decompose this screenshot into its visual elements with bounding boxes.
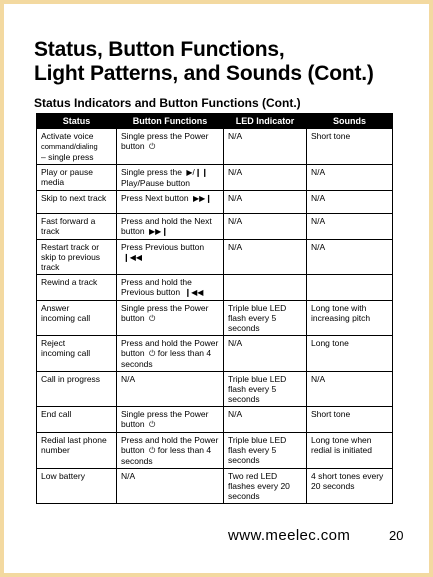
- cell-status: Reject incoming call: [37, 336, 117, 372]
- cell-buttons: Press and hold the Next button ▶▶❙: [117, 214, 224, 240]
- previous-track-icon: ❙◀◀: [184, 288, 204, 297]
- next-track-icon: ▶▶❙: [149, 227, 169, 236]
- cell-status: Fast forward a track: [37, 214, 117, 240]
- play-pause-icon: ▶/❙❙: [186, 168, 209, 177]
- cell-buttons: Press Next button ▶▶❙: [117, 191, 224, 214]
- cell-status: Rewind a track: [37, 275, 117, 301]
- cell-sounds: N/A: [307, 191, 393, 214]
- cell-led: N/A: [224, 129, 307, 165]
- cell-buttons: Single press the ▶/❙❙ Play/Pause button: [117, 165, 224, 191]
- cell-led: Triple blue LED flash every 5 seconds: [224, 301, 307, 336]
- table-row: [37, 469, 393, 504]
- cell-sounds: Short tone: [307, 407, 393, 433]
- cell-sounds: 4 short tones every 20 seconds: [307, 469, 393, 504]
- cell-buttons: Press and hold the Previous button ❙◀◀: [117, 275, 224, 301]
- cell-sounds: Long tone when redial is initiated: [307, 433, 393, 469]
- cell-buttons: Single press the Power button ⏻: [117, 129, 224, 165]
- cell-status: Low battery: [37, 469, 117, 504]
- table-row: [37, 165, 393, 191]
- cell-status: Redial last phone number: [37, 433, 117, 469]
- cell-led: N/A: [224, 407, 307, 433]
- cell-buttons: Single press the Power button ⏻: [117, 301, 224, 336]
- table-row: [37, 214, 393, 240]
- cell-status: End call: [37, 407, 117, 433]
- status-table: [36, 113, 393, 504]
- cell-sounds: N/A: [307, 372, 393, 407]
- cell-led: N/A: [224, 191, 307, 214]
- table-row: [37, 301, 393, 336]
- cell-led: N/A: [224, 240, 307, 275]
- next-track-icon: ▶▶❙: [192, 194, 212, 203]
- cell-led: N/A: [224, 214, 307, 240]
- cell-sounds: N/A: [307, 165, 393, 191]
- power-icon: ⏻: [149, 349, 156, 358]
- table-row: [37, 407, 393, 433]
- table-row: [37, 129, 393, 165]
- table-row: [37, 191, 393, 214]
- table-row: [37, 336, 393, 372]
- cell-sounds: Short tone: [307, 129, 393, 165]
- header-sounds: Sounds: [307, 114, 393, 129]
- cell-buttons: Single press the Power button ⏻: [117, 407, 224, 433]
- footer-website: www.meelec.com: [228, 527, 351, 544]
- previous-track-icon: ❙◀◀: [123, 253, 143, 262]
- cell-sounds: N/A: [307, 240, 393, 275]
- cell-status: Answer incoming call: [37, 301, 117, 336]
- power-icon: ⏻: [149, 420, 156, 429]
- header-button-functions: Button Functions: [117, 114, 224, 129]
- cell-status: Skip to next track: [37, 191, 117, 214]
- cell-sounds: [307, 275, 393, 301]
- cell-sounds: Long tone: [307, 336, 393, 372]
- cell-led: N/A: [224, 165, 307, 191]
- page-number: 20: [389, 528, 404, 543]
- power-icon: ⏻: [149, 446, 156, 455]
- cell-status: Activate voice command/dialing – single press: [37, 129, 117, 165]
- cell-buttons: Press and hold the Power button ⏻ for less than 4 seconds: [117, 336, 224, 372]
- cell-status: Restart track or skip to previous track: [37, 240, 117, 275]
- cell-status: Call in progress: [37, 372, 117, 407]
- page-title: [34, 38, 424, 86]
- cell-buttons: N/A: [117, 469, 224, 504]
- cell-buttons: Press and hold the Power button ⏻ for less than 4 seconds: [117, 433, 224, 469]
- cell-status: Play or pause media: [37, 165, 117, 191]
- power-icon: ⏻: [149, 314, 156, 323]
- cell-led: N/A: [224, 336, 307, 372]
- cell-buttons: Press Previous button ❙◀◀: [117, 240, 224, 275]
- cell-sounds: N/A: [307, 214, 393, 240]
- table-row: [37, 433, 393, 469]
- table-row: [37, 240, 393, 275]
- section-subtitle: Status Indicators and Button Functions (Cont.): [34, 96, 301, 110]
- title-line-1: Status, Button Functions,: [34, 38, 285, 61]
- cell-buttons: N/A: [117, 372, 224, 407]
- table-row: [37, 275, 393, 301]
- title-line-2: Light Patterns, and Sounds (Cont.): [34, 62, 374, 85]
- header-led-indicator: LED Indicator: [224, 114, 307, 129]
- table-header-row: [37, 114, 393, 129]
- cell-led: Two red LED flashes every 20 seconds: [224, 469, 307, 504]
- header-status: Status: [37, 114, 117, 129]
- cell-led: [224, 275, 307, 301]
- cell-led: Triple blue LED flash every 5 seconds: [224, 372, 307, 407]
- cell-sounds: Long tone with increasing pitch: [307, 301, 393, 336]
- cell-led: Triple blue LED flash every 5 seconds: [224, 433, 307, 469]
- power-icon: ⏻: [149, 142, 156, 151]
- table-row: [37, 372, 393, 407]
